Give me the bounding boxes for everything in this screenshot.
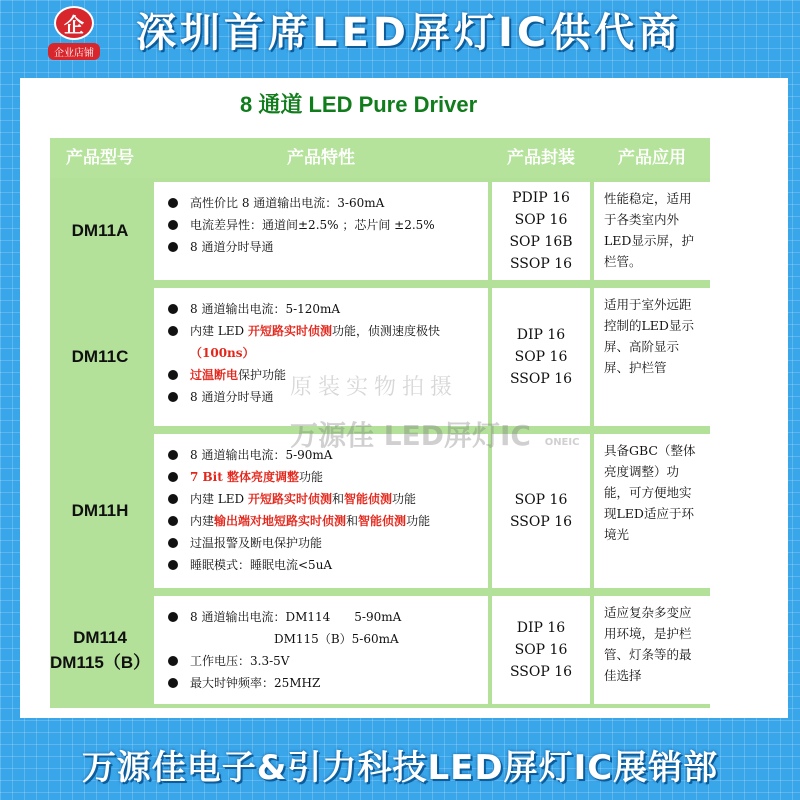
feature-text: 8 通道输出电流：DM114 5-90mA (190, 610, 402, 624)
feature-text: 8 通道输出电流：5-120mA (190, 302, 341, 316)
feature-item (168, 488, 488, 510)
logo-text: 企业店铺 (48, 43, 100, 60)
feature-item (168, 672, 488, 694)
table-header (50, 138, 710, 178)
top-banner (0, 0, 800, 66)
feature-item (168, 554, 488, 576)
bullet-icon (168, 538, 178, 548)
features-cell (154, 288, 488, 426)
feature-list (154, 182, 488, 258)
feature-highlight: 开短路实时侦测 (247, 492, 332, 506)
bottom-banner (0, 728, 800, 800)
feature-text: DM115（B）5-60mA (190, 632, 399, 646)
feature-text: 内建 (190, 514, 215, 528)
package-item: SOP 16 (514, 492, 568, 508)
feature-item (168, 320, 488, 342)
package-cell (492, 434, 590, 588)
model-cell (50, 430, 150, 592)
table-row (50, 592, 710, 708)
package-item: SSOP 16 (509, 371, 573, 387)
model-cell (50, 178, 150, 284)
page-subtitle: 8 通道 LED Pure Driver (240, 92, 478, 117)
header-features: 产品特性 (287, 148, 355, 168)
feature-text: 内建 LED (190, 492, 248, 506)
table-row (50, 178, 710, 284)
bullet-icon (168, 220, 178, 230)
table-row (50, 284, 710, 430)
package-item: SSOP 16 (509, 514, 573, 530)
model-cell (50, 592, 150, 708)
feature-item (168, 532, 488, 554)
model-name: DM114 (73, 627, 127, 647)
enterprise-shop-icon: 企 (54, 6, 94, 40)
feature-list (154, 596, 488, 694)
package-item: SOP 16 (514, 642, 568, 658)
package-item: SOP 16B (509, 234, 573, 250)
feature-highlight: 过温断电 (190, 368, 239, 382)
package-item: PDIP 16 (512, 190, 570, 206)
feature-text: 8 通道输出电流：5-90mA (190, 448, 333, 462)
features-cell (154, 434, 488, 588)
footer-title: 万源佳电子&引力科技LED屏灯IC展销部 (81, 747, 719, 788)
package-item: SOP 16 (514, 349, 568, 365)
package-item: DIP 16 (516, 327, 566, 343)
features-cell (154, 182, 488, 280)
bullet-icon (168, 392, 178, 402)
bullet-icon (168, 678, 178, 688)
bullet-icon (168, 516, 178, 526)
watermark-brand-text: 万源佳 LED屏灯IC (290, 419, 531, 452)
feature-list (154, 434, 488, 576)
feature-text: 功能 (406, 514, 431, 528)
watermark-photo: 原装实物拍摄 (290, 375, 459, 400)
feature-item (168, 192, 488, 214)
package-item: DIP 16 (516, 620, 566, 636)
feature-text: 电流差异性：通道间±2.5% ；芯片间 ±2.5% (190, 218, 435, 232)
feature-text: 和 (346, 514, 359, 528)
package-item: SSOP 16 (509, 664, 573, 680)
model-name: DM11A (71, 221, 129, 240)
model-name: DM115（B） (50, 652, 151, 672)
shop-logo[interactable] (38, 6, 110, 60)
feature-text: 保护功能 (238, 368, 287, 382)
feature-text: 和 (332, 492, 345, 506)
feature-highlight: 智能侦测 (344, 492, 393, 506)
feature-text: 功能，侦测速度极快 (332, 324, 441, 338)
bullet-icon (168, 326, 178, 336)
feature-text: 过温报警及断电保护功能 (190, 536, 323, 550)
feature-text: 工作电压：3.3-5V (190, 654, 290, 668)
feature-item (168, 510, 488, 532)
feature-text: 功能 (298, 470, 323, 484)
application-cell: 适用于室外远距控制的LED显示屏、高阶显示屏、护栏管 (594, 288, 710, 426)
bullet-icon (168, 494, 178, 504)
feature-text: 功能 (392, 492, 417, 506)
feature-highlight: 智能侦测 (358, 514, 407, 528)
bullet-icon (168, 198, 178, 208)
feature-item (168, 466, 488, 488)
feature-item (168, 342, 488, 364)
feature-text: 8 通道分时导通 (190, 240, 274, 254)
bullet-icon (168, 304, 178, 314)
feature-item (168, 298, 488, 320)
feature-item (168, 236, 488, 258)
header-package: 产品封装 (507, 148, 575, 168)
bullet-icon (168, 370, 178, 380)
package-item: SOP 16 (514, 212, 568, 228)
feature-item (168, 606, 488, 628)
application-cell: 适应复杂多变应用环境，是护栏管、灯条等的最佳选择 (594, 596, 710, 704)
watermark-brand-small: ONEIC (544, 437, 580, 448)
feature-item (168, 650, 488, 672)
application-cell: 性能稳定，适用于各类室内外LED显示屏，护栏管。 (594, 182, 710, 280)
header-application: 产品应用 (618, 148, 686, 168)
feature-item (168, 214, 488, 236)
package-cell (492, 596, 590, 704)
application-cell: 具备GBC（整体亮度调整）功能，可方便地实现LED适应于环境光 (594, 434, 710, 588)
feature-highlight: （100ns） (190, 346, 255, 360)
model-name: DM11C (71, 347, 129, 366)
feature-highlight: 输出端对地短路实时侦测 (214, 514, 347, 528)
bullet-icon (168, 450, 178, 460)
feature-highlight: 开短路实时侦测 (247, 324, 332, 338)
model-name: DM11H (71, 501, 129, 520)
feature-text: 高性价比 8 通道输出电流：3-60mA (190, 196, 385, 210)
watermark-brand (290, 414, 579, 454)
model-cell (50, 284, 150, 430)
package-item: SSOP 16 (509, 256, 573, 272)
table-row (50, 430, 710, 592)
feature-item (168, 628, 488, 650)
bullet-icon (168, 472, 178, 482)
bullet-icon (168, 242, 178, 252)
package-cell (492, 182, 590, 280)
feature-text: 内建 LED (190, 324, 248, 338)
feature-text: 最大时钟频率：25MHZ (190, 676, 321, 690)
bullet-icon (168, 560, 178, 570)
bullet-icon (168, 656, 178, 666)
feature-text: 8 通道分时导通 (190, 390, 274, 404)
package-cell (492, 288, 590, 426)
feature-text: 睡眠模式：睡眠电流<5uA (190, 558, 333, 572)
banner-title: 深圳首席LED屏灯IC供代商 (136, 10, 683, 56)
header-model: 产品型号 (66, 148, 134, 168)
bullet-icon (168, 612, 178, 622)
feature-highlight: 7 Bit 整体亮度调整 (190, 470, 299, 484)
features-cell (154, 596, 488, 704)
